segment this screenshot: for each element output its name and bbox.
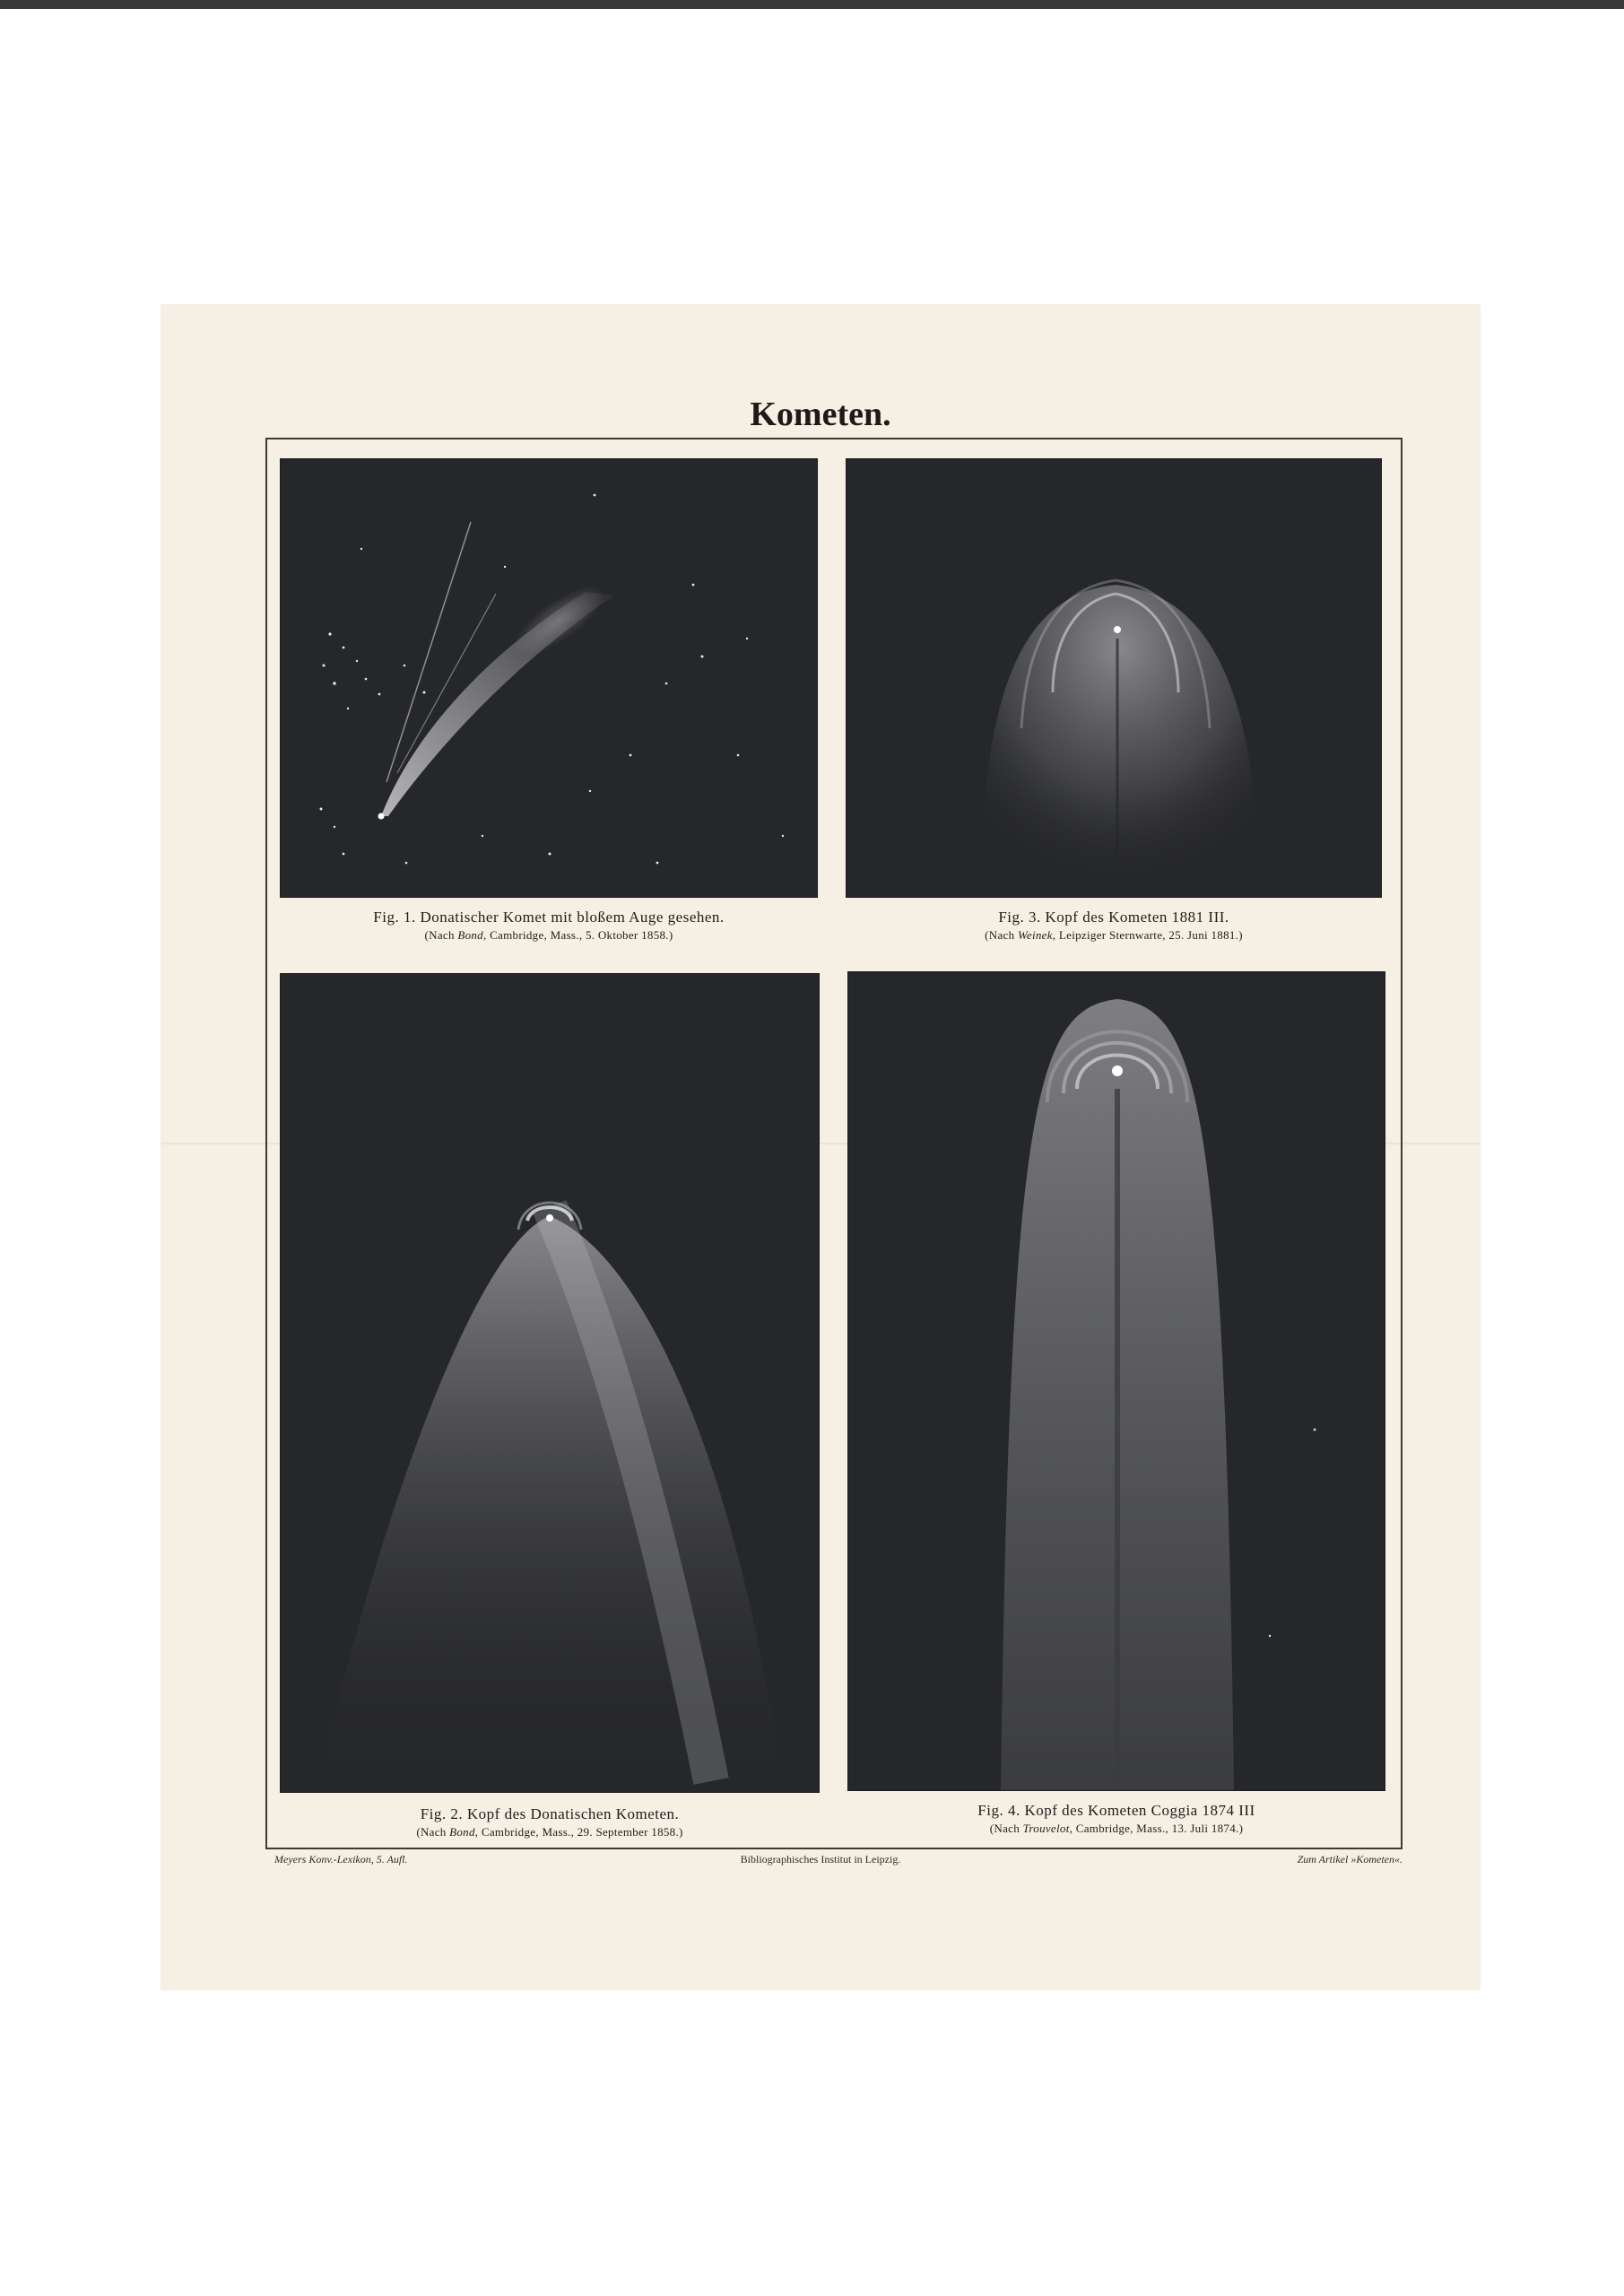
footer-publisher: Bibliographisches Institut in Leipzig. [740, 1853, 901, 1866]
figure-4-illustration [848, 972, 1385, 1790]
caption-source-rest: , Cambridge, Mass., 29. September 1858.) [474, 1825, 683, 1839]
figure-1-caption [281, 908, 817, 944]
figure-1-image [281, 459, 817, 897]
caption-source-rest: , Leipziger Sternwarte, 25. Juni 1881.) [1052, 928, 1243, 942]
figure-4-caption-title: Fig. 4. Kopf des Kometen Coggia 1874 III [977, 1802, 1255, 1819]
caption-source-author: Weinek [1017, 928, 1053, 942]
caption-source-author: Trouvelot [1022, 1822, 1070, 1835]
figure-2-caption-title: Fig. 2. Kopf des Donatischen Kometen. [420, 1805, 680, 1822]
footer-article-reference: Zum Artikel »Kometen«. [1297, 1853, 1403, 1866]
figure-3-illustration [847, 459, 1381, 897]
figure-4-image [848, 972, 1385, 1790]
scan-edge [0, 0, 1624, 9]
caption-source-rest: , Cambridge, Mass., 5. Oktober 1858.) [482, 928, 673, 942]
plate-sheet [161, 305, 1480, 1989]
caption-source-author: Bond [449, 1825, 475, 1839]
figure-4-caption [848, 1801, 1385, 1837]
figure-2-caption-source [281, 1824, 819, 1840]
figure-1-caption-source [281, 927, 817, 944]
figure-3-caption-title: Fig. 3. Kopf des Kometen 1881 III. [998, 909, 1229, 926]
figure-2-caption [281, 1805, 819, 1840]
figure-2-image [281, 974, 819, 1792]
figure-1-caption-title: Fig. 1. Donatischer Komet mit bloßem Auge gesehen. [373, 909, 725, 926]
caption-source-rest: , Cambridge, Mass., 13. Juli 1874.) [1069, 1822, 1244, 1835]
caption-source-prefix: (Nach [424, 928, 458, 942]
caption-source-prefix: (Nach [989, 1822, 1023, 1835]
figure-4-caption-source [848, 1821, 1385, 1837]
figure-3-caption-source [847, 927, 1381, 944]
footer-lexikon-reference: Meyers Konv.-Lexikon, 5. Aufl. [274, 1853, 408, 1866]
caption-source-prefix: (Nach [416, 1825, 450, 1839]
figure-3-image [847, 459, 1381, 897]
figure-3-caption [847, 908, 1381, 944]
figure-2-illustration [281, 974, 819, 1792]
caption-source-prefix: (Nach [985, 928, 1018, 942]
caption-source-author: Bond [457, 928, 483, 942]
plate-title: Kometen. [750, 396, 891, 433]
figure-1-illustration [281, 459, 817, 897]
